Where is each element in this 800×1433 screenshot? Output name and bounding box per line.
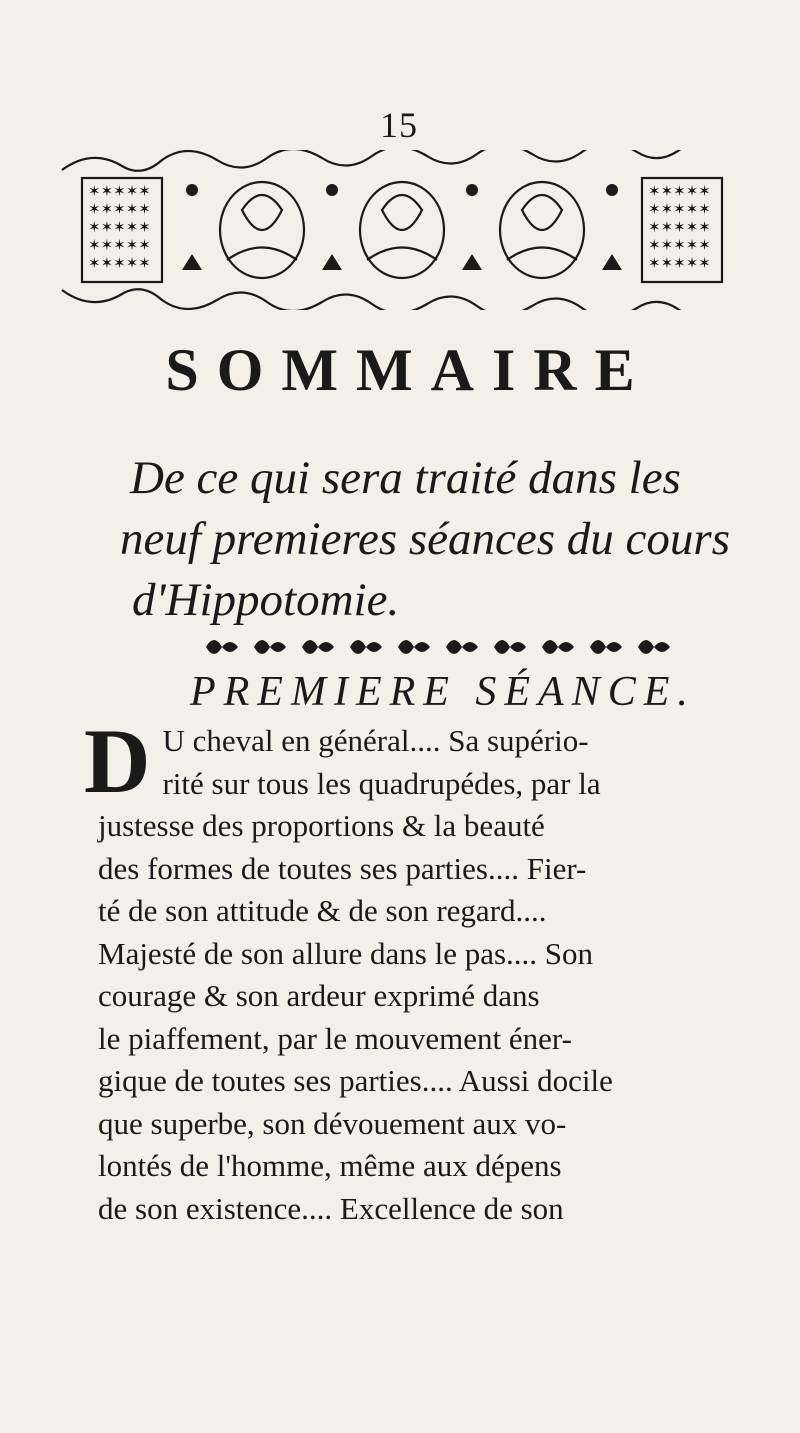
body-line: gique de toutes ses parties.... Aussi docile	[98, 1063, 613, 1098]
body-paragraph	[84, 710, 718, 1230]
svg-text:✶✶✶✶✶: ✶✶✶✶✶	[88, 182, 151, 200]
svg-text:✶✶✶✶✶: ✶✶✶✶✶	[648, 182, 711, 200]
body-line: de son existence.... Excellence de son	[98, 1190, 564, 1226]
page-heading: SOMMAIRE	[165, 337, 653, 403]
body-line: Majesté de son allure dans le pas.... Son	[98, 935, 594, 971]
svg-text:✶✶✶✶✶: ✶✶✶✶✶	[88, 254, 151, 272]
fleuron-divider	[196, 628, 676, 666]
body-line: justesse des proportions & la beauté	[98, 808, 545, 843]
body-line: té de son attitude & de son regard....	[98, 893, 547, 928]
section-title: PREMIERE SÉANCE.	[190, 669, 696, 715]
body-line: que superbe, son dévouement aux vo-	[98, 1105, 567, 1141]
body-line: rité sur tous les quadrupédes, par la	[162, 765, 601, 801]
svg-text:✶✶✶✶✶: ✶✶✶✶✶	[88, 236, 151, 254]
subtitle-line: d'Hippotomie.	[132, 574, 400, 626]
svg-text:✶✶✶✶✶: ✶✶✶✶✶	[88, 200, 151, 218]
svg-text:✶✶✶✶✶: ✶✶✶✶✶	[648, 218, 711, 236]
header-ornament-band	[52, 150, 752, 310]
svg-text:✶✶✶✶✶: ✶✶✶✶✶	[648, 254, 711, 272]
body-line: courage & son ardeur exprimé dans	[98, 978, 540, 1013]
subtitle-block	[120, 448, 730, 631]
drop-cap: D	[84, 710, 151, 812]
page-number: 15	[380, 105, 418, 145]
body-line: lontés de l'homme, même aux dépens	[98, 1148, 562, 1183]
subtitle-line: De ce qui sera traité dans les	[130, 452, 681, 504]
body-line: des formes de toutes ses parties.... Fier-	[98, 850, 587, 886]
subtitle-line: neuf premieres séances du cours	[120, 513, 730, 565]
svg-text:✶✶✶✶✶: ✶✶✶✶✶	[648, 236, 711, 254]
body-line: U cheval en général.... Sa supério-	[162, 723, 589, 758]
svg-text:✶✶✶✶✶: ✶✶✶✶✶	[88, 218, 151, 236]
svg-text:✶✶✶✶✶: ✶✶✶✶✶	[648, 200, 711, 218]
body-line: le piaffement, par le mouvement éner-	[98, 1020, 572, 1056]
